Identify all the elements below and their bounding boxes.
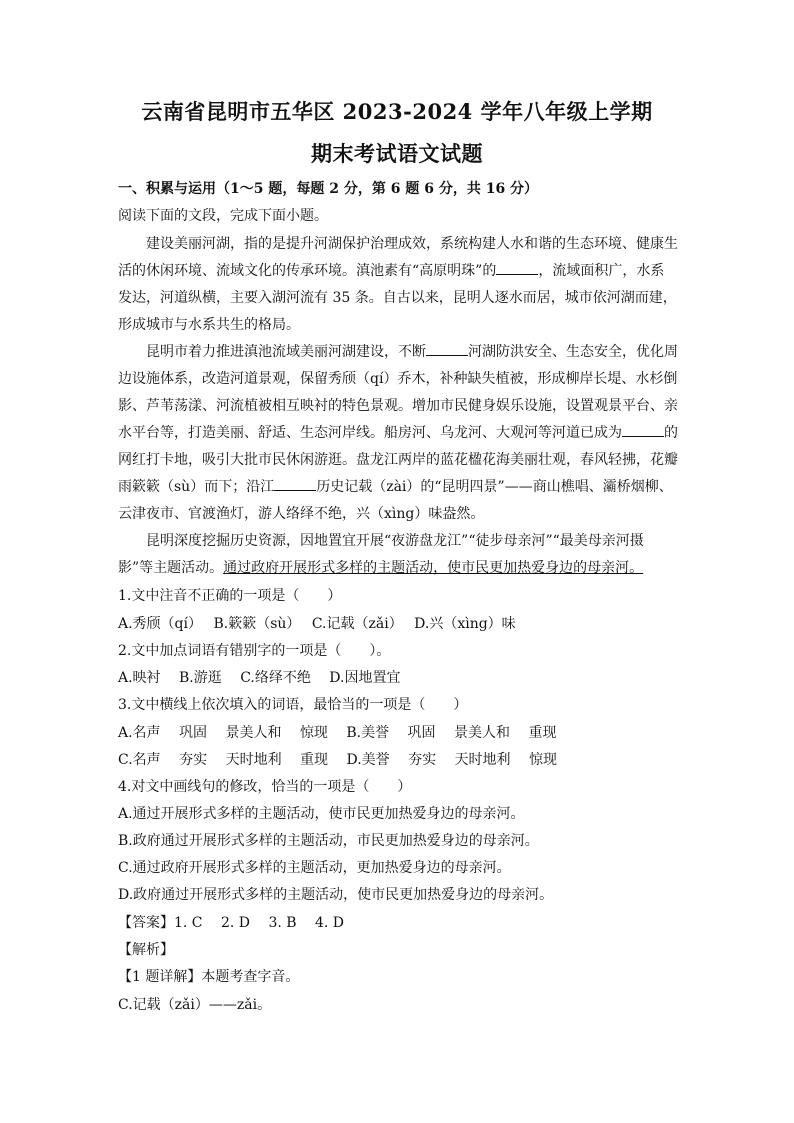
question-4: 4.对文中画线句的修改，恰当的一项是（ ） bbox=[118, 779, 412, 795]
fill-blank bbox=[426, 339, 468, 356]
passage-text: 历史记载（zài）的“昆明四景”——商山樵唱、灞桥烟柳、 bbox=[316, 479, 673, 495]
passage-text: 影”等主题活动。 bbox=[118, 560, 224, 576]
question-3: 3.文中横线上依次填入的词语，最恰当的一项是（ ） bbox=[118, 697, 468, 713]
passage-p2-line2: 边设施体系，改造河道景观，保留秀颀（qí）乔木，补种缺失植被，形成柳岸长堤、水杉倒 bbox=[118, 371, 678, 387]
fill-blank bbox=[496, 258, 538, 275]
question-3-options-row2: C.名声 夯实 天时地利 重现 D.美誉 夯实 天时地利 惊现 bbox=[118, 752, 557, 768]
passage-p2-line6 bbox=[118, 474, 678, 500]
passage-p1-line3: 发达，河道纵横，主要入湖河流有 35 条。自古以来，昆明人逐水而居，城市依河湖而建， bbox=[118, 290, 677, 306]
passage-p1-line4: 形成城市与水系共生的格局。 bbox=[118, 317, 300, 333]
question-4-option-d: D.政府通过开展形式多样的主题活动，使市民更加热爱身边的母亲河。 bbox=[118, 887, 554, 903]
question-4-option-a: A.通过开展形式多样的主题活动，使市民更加热爱身边的母亲河。 bbox=[118, 806, 525, 822]
passage-p2-line1 bbox=[146, 339, 678, 365]
question-2-options: A.映衬 B.游逛 C.络绎不绝 D.因地置宜 bbox=[118, 670, 401, 686]
passage-p1-line1: 建设美丽河湖，指的是提升河湖保护治理成效，系统构建人水和谐的生态环境、健康生 bbox=[146, 236, 678, 252]
fill-blank bbox=[274, 474, 316, 491]
analysis-detail-1: 【1 题详解】本题考查字音。 bbox=[118, 969, 300, 985]
passage-text: ，流域面积广，水系 bbox=[538, 263, 665, 279]
question-1-options: A.秀颀（qí） B.簌簌（sù） C.记载（zǎi） D.兴（xìng）味 bbox=[118, 616, 516, 632]
question-3-options-row1: A.名声 巩固 景美人和 惊现 B.美誉 巩固 景美人和 重现 bbox=[118, 725, 557, 741]
passage-text: 河湖防洪安全、生态安全，优化周 bbox=[468, 344, 678, 360]
question-2: 2.文中加点词语有错别字的一项是（ ）。 bbox=[118, 643, 391, 659]
passage-text: 的 bbox=[664, 425, 678, 441]
section-heading: 一、积累与运用（1～5 题，每题 2 分，第 6 题 6 分，共 16 分） bbox=[118, 181, 539, 197]
passage-text: 活的休闲环境、流域文化的传承环境。滇池素有“高原明珠”的 bbox=[118, 263, 497, 279]
answer-line: 【答案】1. C 2. D 3. B 4. D bbox=[118, 915, 345, 931]
passage-text: 昆明市着力推进滇池流域美丽河湖建设，不断 bbox=[146, 344, 426, 360]
passage-p3-line1: 昆明深度挖掘历史资源，因地置宜开展“夜游盘龙江”“徒步母亲河”“最美母亲河摄 bbox=[146, 533, 644, 549]
document-title-line2: 期末考试语文试题 bbox=[311, 141, 483, 166]
passage-p2-line3: 影、芦苇荡漾、河流植被相互映衬的特色景观。增加市民健身娱乐设施，设置观景平台、亲 bbox=[118, 398, 678, 414]
passage-p3-line2 bbox=[118, 555, 678, 581]
passage-p1-line2 bbox=[118, 258, 678, 284]
analysis-detail-2: C.记载（zǎi）——zǎi。 bbox=[118, 997, 272, 1013]
section-instruction: 阅读下面的文段，完成下面小题。 bbox=[118, 208, 328, 224]
passage-p2-line7: 云津夜市、官渡渔灯，游人络绎不绝，兴（xìng）味盎然。 bbox=[118, 506, 485, 522]
underlined-sentence: 通过政府开展形式多样的主题活动，使市民更加热爱身边的母亲河。 bbox=[223, 560, 644, 576]
fill-blank bbox=[622, 420, 664, 437]
passage-p2-line5: 网红打卡地，吸引大批市民休闲游逛。盘龙江两岸的蓝花楹花海美丽壮观，春风轻拂，花瓣 bbox=[118, 452, 678, 468]
question-1: 1.文中注音不正确的一项是（ ） bbox=[118, 588, 342, 604]
passage-p2-line4 bbox=[118, 420, 678, 446]
analysis-label: 【解析】 bbox=[118, 942, 174, 958]
question-4-option-b: B.政府通过开展形式多样的主题活动，市民更加热爱身边的母亲河。 bbox=[118, 833, 539, 849]
question-4-option-c: C.通过政府开展形式多样的主题活动，更加热爱身边的母亲河。 bbox=[118, 860, 511, 876]
document-title-line1: 云南省昆明市五华区 2023-2024 学年八年级上学期 bbox=[141, 99, 653, 124]
passage-text: 雨簌簌（sù）而下；沿江 bbox=[118, 479, 275, 495]
passage-text: 水平台等，打造美丽、舒适、生态河岸线。船房河、乌龙河、大观河等河道已成为 bbox=[118, 425, 622, 441]
